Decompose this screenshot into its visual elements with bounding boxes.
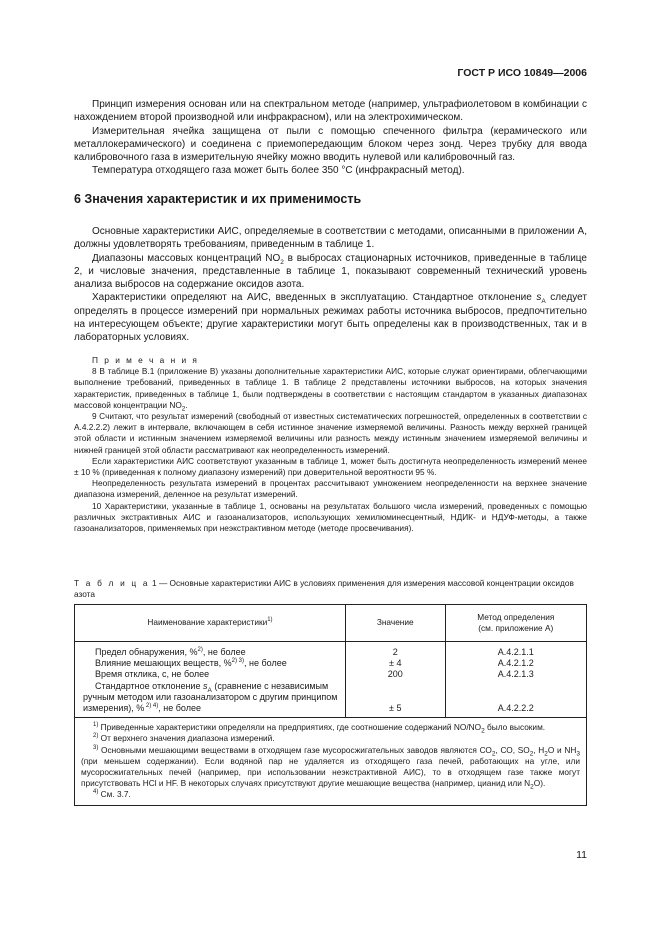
standard-header: ГОСТ Р ИСО 10849—2006	[457, 67, 587, 79]
footnote-2: $^{2)}$ От верхнего значения диапазона измерений.	[93, 733, 275, 744]
note-9: 9 Считают, что результат измерений (свободный от известных систематических погрешностей, определенных в соответствии с А.4.2.2.2) лежит в интервале, включающем в себя истинное значение измеряемой величины. Разность между верхней границей этой области и истинным значением измеряемой величины или разность между истинным значением измеряемой величины и нижней границей этой области рассматривают как неопределенность измерений.	[74, 411, 587, 455]
characteristic-names: Предел обнаружения, %$^{2)}$, не более Влияние мешающих веществ, %$^{2) 3)}$, не более Время отклика, с, не более Стандартное отклонение $s_A$ (сравнение с независимым ручным методом или газоанализатором с другим принципом измерения), % $^{2) 4)}$, не более	[75, 642, 346, 718]
table-footnotes-row	[75, 718, 587, 805]
section-paragraph: Диапазоны массовых концентраций $NO_2$ в выбросах стационарных источников, приведенные в таблице 2, и числовые значения, представленные в таблице 1, показывают современный технический уровень анализа выбросов на содержание оксидов азота.	[74, 252, 587, 291]
intro-paragraph: Принцип измерения основан или на спектральном методе (например, ультрафиолетовом в комбинации с нахождением второй производной или инфракрасном), или на электрохимическом.	[74, 99, 587, 124]
table-header-row	[75, 605, 587, 642]
characteristics-table	[74, 604, 587, 806]
footnote-1: $^{1)}$ Приведенные характеристики определяли на предприятиях, где соотношение содержаний $NO/NO_2$ было высоким.	[93, 722, 546, 735]
footnote-3: $^{3)}$ Основными мешающими веществами в отходящем газе мусоросжигательных заводов являются $СО_2$, СО, $SO_2$, $H_2O$ и $NH_3$ (при меньшем содержании). Если водяной пар не удаляется из отходящего газа печей, работающих на угле, или мусоросжигательных печей (например, при использовании неэкстрактивной АИС), то в отходящем газе также могут присутствовать HCl и HF. В некоторых случаях присутствуют другие мешающие вещества (например, цианид или $N_2O$).	[81, 744, 580, 791]
column-header-value: Значение	[345, 605, 445, 642]
table-data-row	[75, 642, 587, 718]
note-10: 10 Характеристики, указанные в таблице 1, основаны на результатах большого числа измерений, проведенных с помощью различных экстрактивных АИС и газоанализаторов, использующих хемилюминесцентный, НДИК- и НДУФ-методы, а также газоанализаторов, применяемых при неэкстрактивном методе (методе просвечивания).	[74, 500, 587, 534]
intro-paragraph: Измерительная ячейка защищена от пыли с помощью спеченного фильтра (керамического или металлокерамического) и соединена с приемопередающим блоком через зонд. Через трубку для ввода калибровочного газа в измерительную ячейку можно вводить нулевой или калибровочный газ.	[74, 125, 587, 164]
section-paragraph: Характеристики определяют на АИС, введенных в эксплуатацию. Стандартное отклонение $s_A$ следует определять в процессе измерений при нормальных режимах работы источника выбросов, предпочтительно на интересующем объекте; другие характеристики могут быть определены как в производственных, так и в лабораторных условиях.	[74, 292, 587, 344]
notes-heading: П р и м е ч а н и я	[92, 355, 199, 365]
note-9-continued: Неопределенность результата измерений в процентах рассчитывают умножением неопределенности на верхнее значение диапазона измерений, деленное на результат измерений.	[74, 478, 587, 500]
page-number: 11	[576, 849, 587, 861]
section-paragraph: Основные характеристики АИС, определяемые в соответствии с методами, описанными в приложении А, должны удовлетворять требованиям, приведенным в таблице 1.	[74, 226, 587, 251]
column-header-name: Наименование характеристики$^{1)}$	[75, 605, 346, 642]
footnote-4: $^{4)}$ См. 3.7.	[93, 789, 131, 800]
table-footnotes	[75, 718, 587, 805]
note-8: 8 В таблице В.1 (приложение В) указаны дополнительные характеристики АИС, которые служат ориентирами, облегчающими выполнение требований, приведенных в таблице 1. В таблице 2 представлены источники выбросов, на которых значения характеристик, приведенных в таблице 1, были подтверждены в соответствии с настоящим стандартом в указанных диапазонах массовой концентрации $NO_2$.	[74, 366, 587, 413]
note-9-continued: Если характеристики АИС соответствуют указанным в таблице 1, может быть достигнута неопределенность измерений менее ± 10 % (приведенная к полному диапазону измерений) при доверительной вероятности 95 %.	[74, 455, 587, 478]
table-caption: Т а б л и ц а 1 — Основные характеристики АИС в условиях применения для измерения массовой концентрации оксидов азота	[74, 578, 574, 600]
section-body	[74, 225, 587, 345]
section-title: 6 Значения характеристик и их применимость	[74, 192, 362, 206]
characteristic-methods: А.4.2.1.1 А.4.2.1.2 А.4.2.1.3 А.4.2.2.2	[445, 642, 586, 718]
column-header-method: Метод определения (см. приложение А)	[445, 605, 586, 642]
characteristic-values: 2 ± 4 200 ± 5	[345, 642, 445, 718]
intro-block	[74, 98, 587, 178]
notes-block	[74, 355, 587, 534]
intro-paragraph: Температура отходящего газа может быть более 350 °С (инфракрасный метод).	[92, 165, 465, 177]
